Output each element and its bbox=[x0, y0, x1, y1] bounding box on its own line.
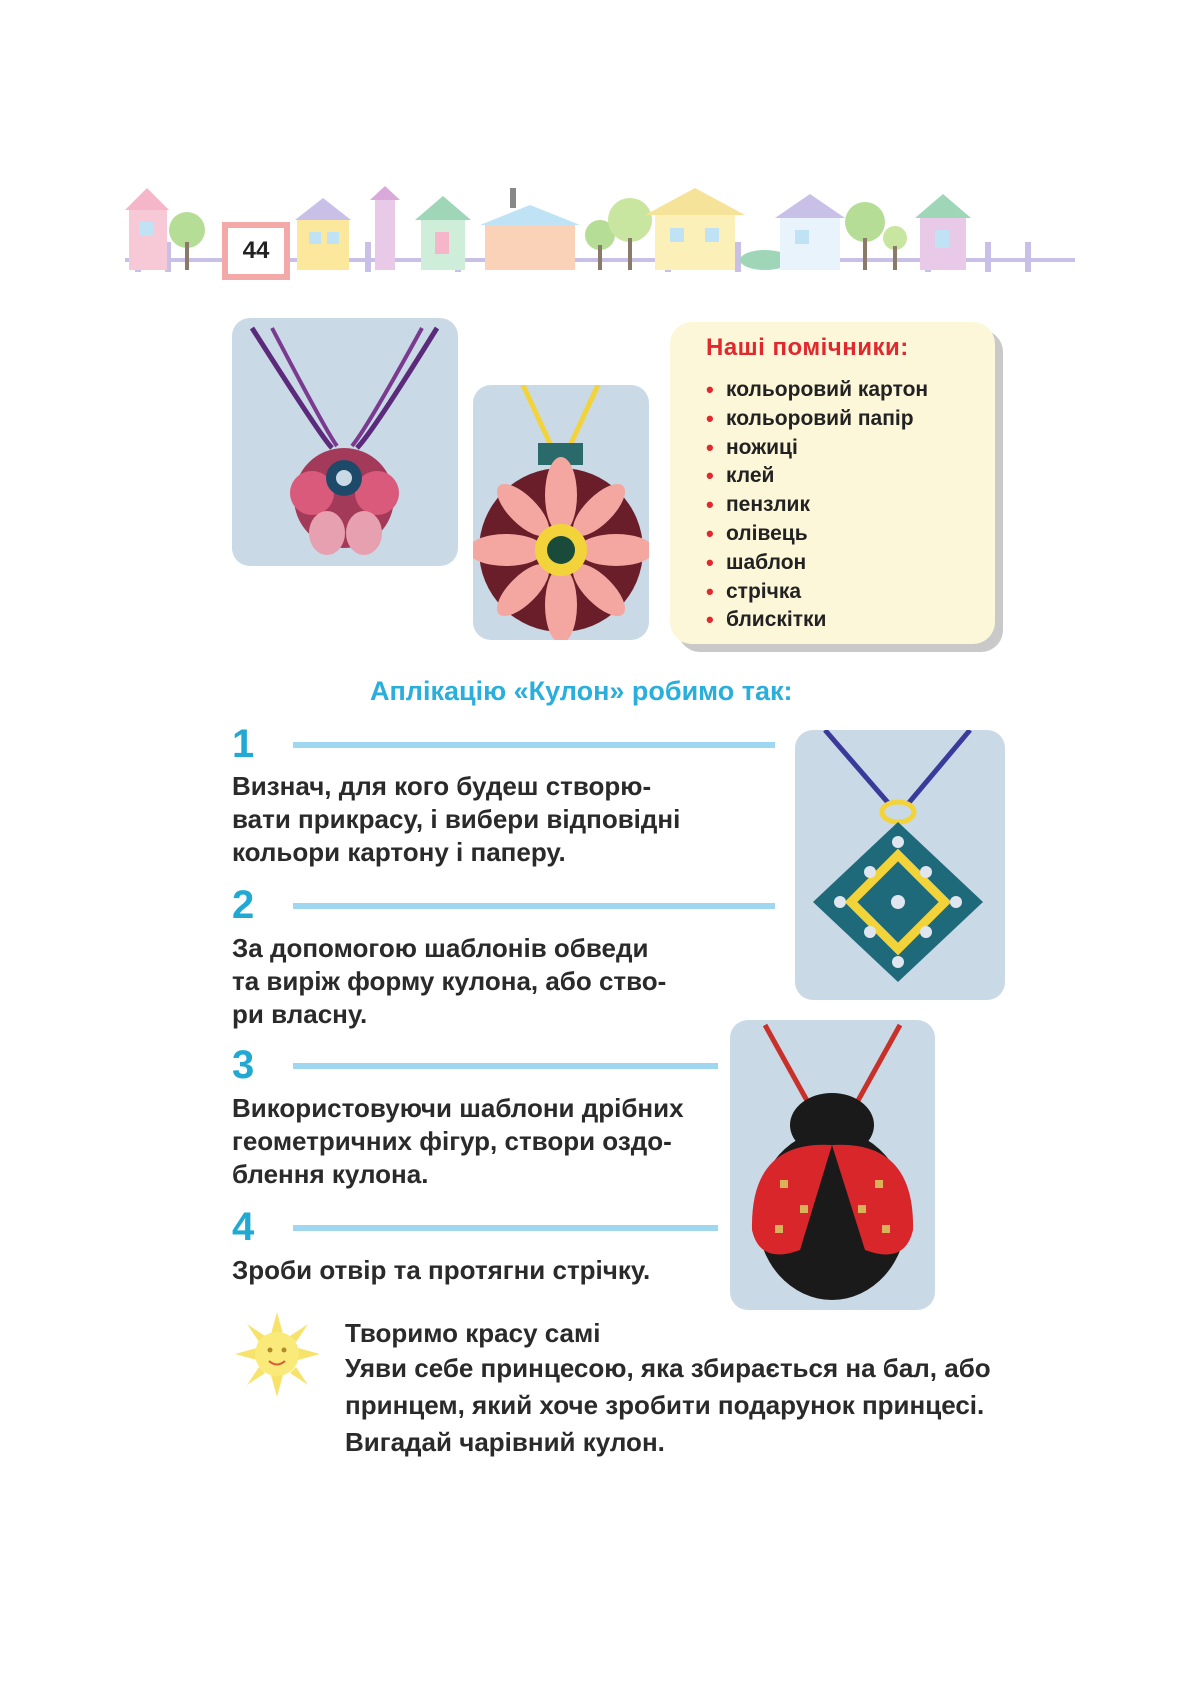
step-line-text: Використовуючи шаблони дрібних bbox=[232, 1093, 684, 1123]
step-text bbox=[232, 1092, 712, 1191]
step-divider bbox=[293, 742, 775, 748]
pendant-photo-diamond bbox=[795, 730, 1005, 1000]
material-item: • блискітки bbox=[706, 606, 975, 635]
step-line-text: За допомогою шаблонів обведи bbox=[232, 933, 649, 963]
step-line-text: геометричних фігур, створи оздо- bbox=[232, 1126, 672, 1156]
step-line-text: кольори картону і паперу. bbox=[232, 837, 566, 867]
step-number: 2 bbox=[232, 883, 255, 927]
step-divider bbox=[293, 903, 775, 909]
step-divider bbox=[293, 1063, 718, 1069]
page-number: 44 bbox=[222, 222, 290, 280]
step-text bbox=[232, 932, 712, 1031]
material-item: • кольоровий картон bbox=[706, 376, 975, 405]
step-number: 3 bbox=[232, 1043, 255, 1087]
pendant-photo-purple bbox=[232, 318, 458, 566]
step-line-text: та виріж форму кулона, або ство- bbox=[232, 966, 667, 996]
materials-title: Наші помічники: bbox=[706, 334, 909, 361]
materials-panel bbox=[670, 322, 995, 644]
step-line-text: ри власну. bbox=[232, 999, 368, 1029]
sun-icon bbox=[235, 1312, 320, 1397]
step-number: 4 bbox=[232, 1205, 255, 1249]
tip-text bbox=[345, 1350, 1025, 1461]
step-line-text: Зроби отвір та протягни стрічку. bbox=[232, 1255, 651, 1285]
step-number: 1 bbox=[232, 722, 255, 766]
step-line-text: вати прикрасу, і вибери відповідні bbox=[232, 804, 681, 834]
material-item: • клей bbox=[706, 462, 975, 491]
tip-line: Вигадай чарівний кулон. bbox=[345, 1427, 665, 1457]
material-item: • шаблон bbox=[706, 549, 975, 578]
materials-list bbox=[706, 376, 975, 635]
material-item: • пензлик bbox=[706, 491, 975, 520]
step-line-text: Визнач, для кого будеш створю- bbox=[232, 771, 652, 801]
material-item: • ножиці bbox=[706, 434, 975, 463]
step-text bbox=[232, 770, 712, 869]
material-item: • олівець bbox=[706, 520, 975, 549]
step-line-text: блення кулона. bbox=[232, 1159, 429, 1189]
tip-line: принцем, який хоче зробити подарунок принцесі. bbox=[345, 1390, 985, 1420]
step-text bbox=[232, 1254, 712, 1287]
material-item: • стрічка bbox=[706, 578, 975, 607]
instructions-title: Аплікацію «Кулон» робимо так: bbox=[370, 676, 793, 706]
pendant-photo-flower bbox=[473, 385, 649, 640]
tip-line: Уяви себе принцесою, яка збирається на бал, або bbox=[345, 1353, 991, 1383]
material-item: • кольоровий папір bbox=[706, 405, 975, 434]
tip-title: Творимо красу самі bbox=[345, 1318, 601, 1348]
step-divider bbox=[293, 1225, 718, 1231]
pendant-photo-ladybug bbox=[730, 1020, 935, 1310]
